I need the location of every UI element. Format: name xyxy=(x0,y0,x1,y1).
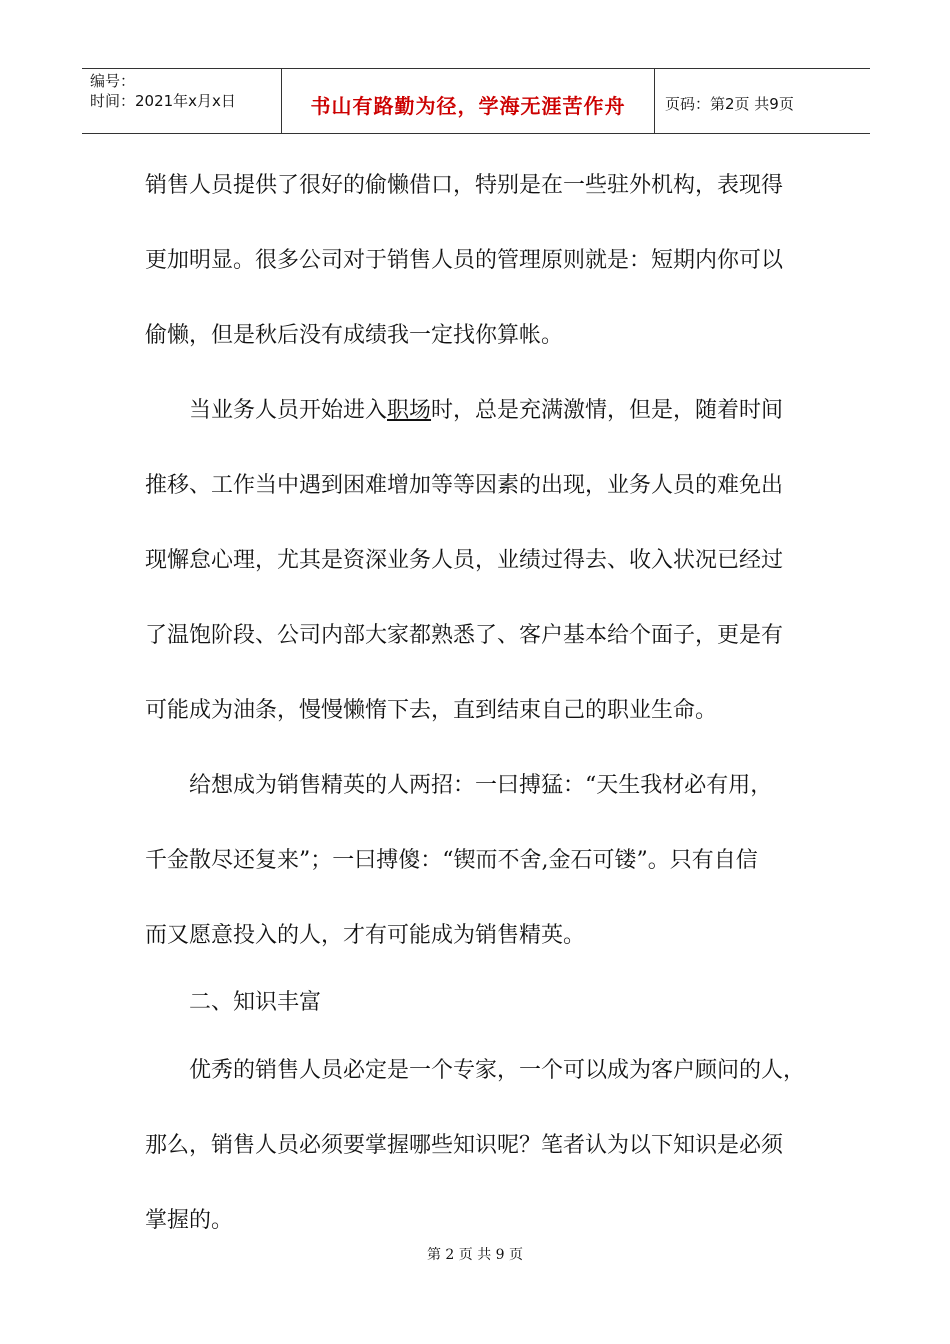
body-line: 优秀的销售人员必定是一个专家，一个可以成为客户顾问的人， xyxy=(189,1058,806,1083)
paragraph-2-suffix: 时，总是充满激情，但是，随着时间 xyxy=(431,398,784,423)
document-body xyxy=(145,148,810,1258)
page-header xyxy=(82,68,870,134)
body-line: 那么，销售人员必须要掌握哪些知识呢？笔者认为以下知识是必须 xyxy=(145,1133,784,1158)
document-number-label: 编号： xyxy=(90,72,136,90)
body-line: 更加明显。很多公司对于销售人员的管理原则就是：短期内你可以 xyxy=(145,248,784,273)
body-line: 掌握的。 xyxy=(145,1208,234,1233)
header-meta-cell xyxy=(82,69,282,133)
body-line: 现懈怠心理，尤其是资深业务人员，业绩过得去、收入状况已经过 xyxy=(145,548,784,573)
body-line: 销售人员提供了很好的偷懒借口，特别是在一些驻外机构，表现得 xyxy=(145,173,784,198)
paragraph-2-prefix: 当业务人员开始进入 xyxy=(189,398,388,423)
body-line: 了温饱阶段、公司内部大家都熟悉了、客户基本给个面子，更是有 xyxy=(145,623,784,648)
header-motto: 书山有路勤为径，学海无涯苦作舟 xyxy=(310,93,626,118)
paragraph-2-first-line xyxy=(145,373,810,448)
header-page-cell xyxy=(655,69,870,133)
body-line: 偷懒，但是秋后没有成绩我一定找你算帐。 xyxy=(145,323,564,348)
body-line: 可能成为油条，慢慢懒惰下去，直到结束自己的职业生命。 xyxy=(145,698,718,723)
body-line: 千金散尽还复来”；一曰搏傻：“锲而不舍,金石可镂”。只有自信 xyxy=(145,848,758,873)
body-line: 而又愿意投入的人，才有可能成为销售精英。 xyxy=(145,923,586,948)
header-motto-cell xyxy=(282,69,655,133)
link-workplace[interactable]: 职场 xyxy=(387,398,432,423)
body-line: 推移、工作当中遇到困难增加等等因素的出现，业务人员的难免出 xyxy=(145,473,784,498)
header-page-label: 页码：第2页 共9页 xyxy=(665,94,794,113)
document-date-label: 时间：2021年x月x日 xyxy=(90,92,236,110)
page-footer: 第 2 页 共 9 页 xyxy=(426,1247,524,1263)
body-line: 给想成为销售精英的人两招：一曰搏猛：“天生我材必有用， xyxy=(189,773,773,798)
section-heading: 二、知识丰富 xyxy=(189,990,322,1015)
